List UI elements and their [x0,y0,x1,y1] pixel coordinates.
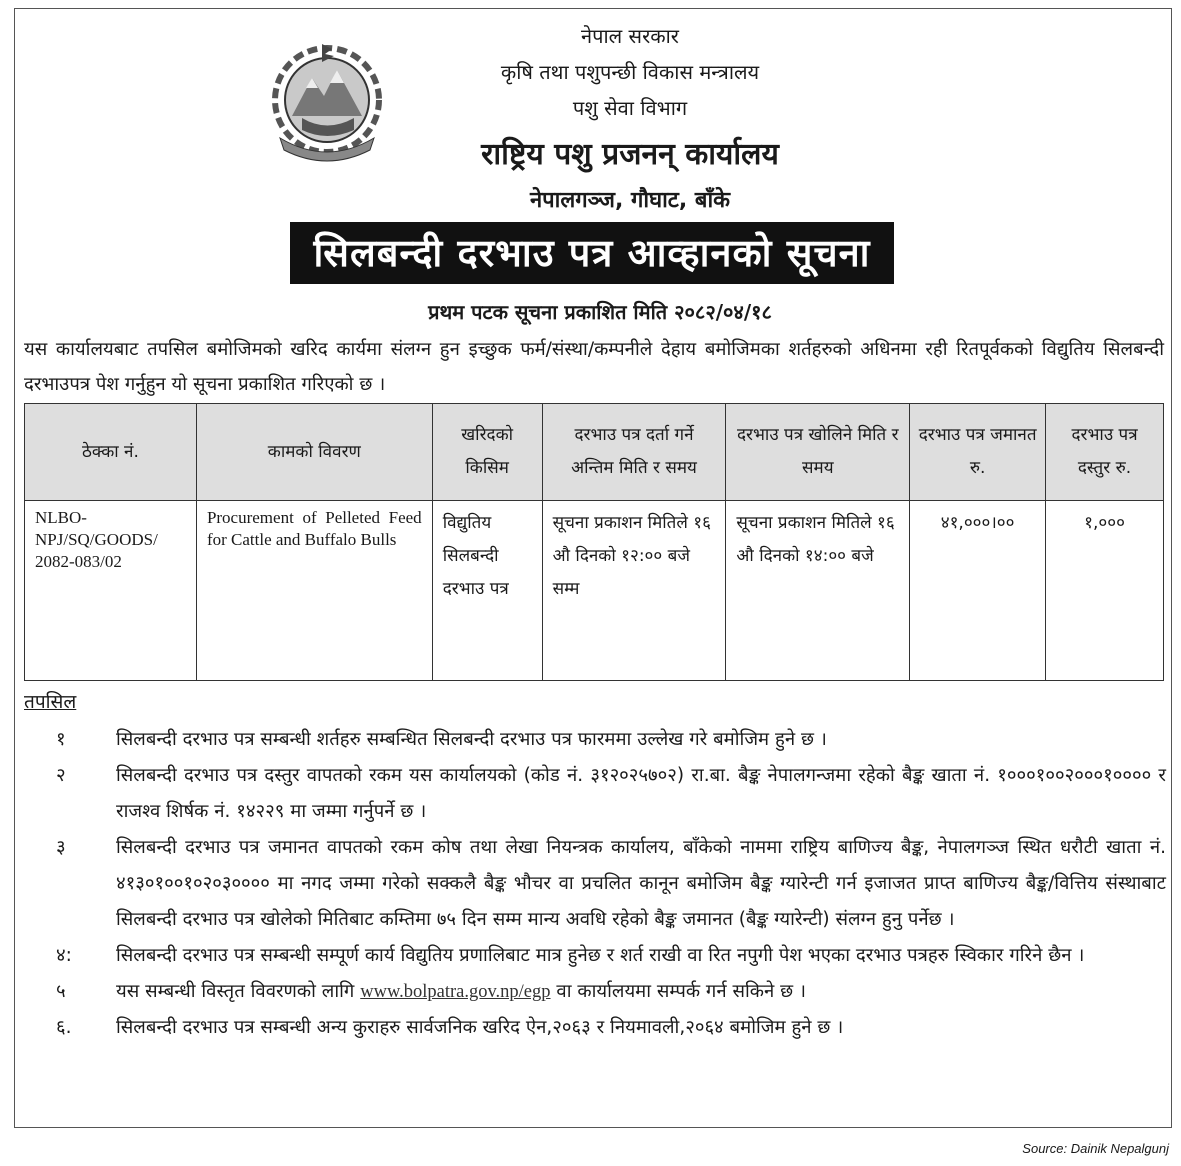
note-number: ६. [56,1017,72,1038]
note-number: ४: [56,945,72,966]
header-bid-security: दरभाउ पत्र जमानत रु. [910,404,1046,501]
header-contract-no: ठेक्का नं. [25,404,197,501]
header-opening-date: दरभाउ पत्र खोलिने मिति र समय [726,404,910,501]
ministry-name: कृषि तथा पशुपन्छी विकास मन्त्रालय [500,60,760,84]
header-submission-deadline: दरभाउ पत्र दर्ता गर्ने अन्तिम मिति र समय [542,404,726,501]
note-number: ५ [56,981,66,1002]
list-item [24,758,1166,830]
header-procurement-type: खरिदको किसिम [432,404,542,501]
list-item [24,830,1166,938]
cell-bid-security: ४१,०००।०० [910,501,1046,681]
tender-table [24,403,1164,681]
note-text-after: वा कार्यालयमा सम्पर्क गर्न सकिने छ । [556,981,806,1002]
note-text: सिलबन्दी दरभाउ पत्र सम्बन्धी शर्तहरु सम्बन्धित सिलबन्दी दरभाउ पत्र फारममा उल्लेख गरे बमोजिम हुने छ । [116,729,827,750]
list-item [24,1010,1166,1046]
cell-description: Procurement of Pelleted Feed for Cattle and Buffalo Bulls [196,501,432,681]
note-number: १ [56,729,66,750]
details-heading: तपसिल [24,691,77,713]
office-address: नेपालगञ्ज, गौघाट, बाँके [529,188,731,213]
notice-title-banner: सिलबन्दी दरभाउ पत्र आव्हानको सूचना [290,222,894,284]
cell-submission-deadline: सूचना प्रकाशन मितिले १६ औ दिनको १२:०० बजे सम्म [542,501,726,681]
note-text: सिलबन्दी दरभाउ पत्र सम्बन्धी सम्पूर्ण कार्य विद्युतिय प्रणालिबाट मात्र हुनेछ र शर्त राखी वा रित नपुगी पेश भएका दरभाउ पत्रहरु स्विकार गरिने छैन । [116,945,1085,966]
note-text: सिलबन्दी दरभाउ पत्र दस्तुर वापतको रकम यस कार्यालयको (कोड नं. ३१२०२५७०२) रा.बा. बैङ्क नेपालगन्जमा रहेको बैङ्क खाता नं. १०००१००२०००१०००० र राजश्व शिर्षक नं. १४२२९ मा जम्मा गर्नुपर्ने छ । [116,765,1166,822]
intro-paragraph: यस कार्यालयबाट तपसिल बमोजिमको खरिद कार्यमा संलग्न हुन इच्छुक फर्म/संस्था/कम्पनीले देहाय बमोजिमका शर्तहरुको अधिनमा रही रितपूर्वकको विद्युतिय सिलबन्दी दरभाउपत्र पेश गर्नुहुन यो सूचना प्रकाशित गरिएको छ । [24,339,1164,395]
cell-opening-date: सूचना प्रकाशन मितिले १६ औ दिनको १४:०० बजे [726,501,910,681]
note-text: सिलबन्दी दरभाउ पत्र सम्बन्धी अन्य कुराहरु सार्वजनिक खरिद ऐन,२०६३ र नियमावली,२०६४ बमोजिम हुने छ । [116,1017,844,1038]
list-item [24,722,1166,758]
cell-procurement-type: विद्युतिय सिलबन्दी दरभाउ पत्र [432,501,542,681]
header-description: कामको विवरण [196,404,432,501]
table-header-row [25,404,1164,501]
cell-bid-fee: १,००० [1046,501,1164,681]
table-row [25,501,1164,681]
note-number: ३ [56,837,66,858]
note-text: सिलबन्दी दरभाउ पत्र जमानत वापतको रकम कोष तथा लेखा नियन्त्रक कार्यालय, बाँकेको नाममा राष्ट्रिय बाणिज्य बैङ्क, नेपालगञ्ज स्थित धरौटी खाता नं. ४१३०१००१०२०३०००० मा नगद जम्मा गरेको सक्कलै बैङ्क भौचर वा प्रचलित कानून बमोजिम बैङ्क ग्यारेन्टी गर्न इजाजत प्राप्त बाणिज्य बैङ्क/वित्तिय संस्थाबाट सिलबन्दी दरभाउ पत्र खोलेको मितिबाट कम्तिमा ७५ दिन सम्म मान्य अवधि रहेको बैङ्क जमानत (बैङ्क ग्यारेन्टी) संलग्न हुनु पर्नेछ । [116,837,1166,930]
list-item [24,974,1166,1010]
department-name: पशु सेवा विभाग [572,96,688,120]
bolpatra-link[interactable]: www.bolpatra.gov.np/egp [360,982,551,1002]
header-bid-fee: दरभाउ पत्र दस्तुर रु. [1046,404,1164,501]
office-name: राष्ट्रिय पशु प्रजनन् कार्यालय [481,137,779,172]
cell-contract-no: NLBO-NPJ/SQ/GOODS/ 2082-083/02 [25,501,197,681]
source-credit: Source: Dainik Nepalgunj [1022,1141,1169,1156]
note-text-before: यस सम्बन्धी विस्तृत विवरणको लागि [116,981,355,1002]
govt-name: नेपाल सरकार [581,24,679,48]
publish-date-line: प्रथम पटक सूचना प्रकाशित मिति २०८२/०४/१८ [428,300,772,324]
note-number: २ [56,765,66,786]
notes-list [24,722,1166,1046]
list-item [24,938,1166,974]
